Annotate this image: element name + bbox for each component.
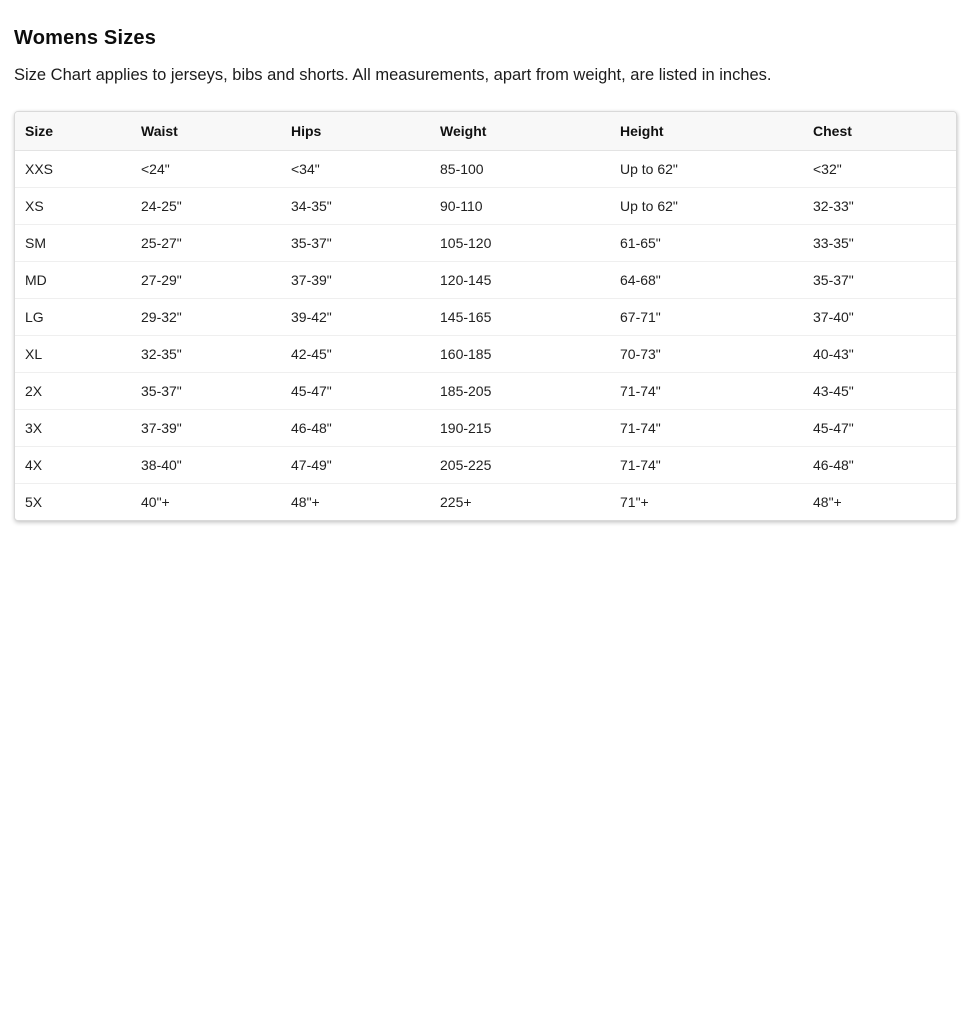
measurement-cell: 160-185 bbox=[430, 335, 610, 372]
measurement-cell: 38-40" bbox=[131, 446, 281, 483]
measurement-cell: 39-42" bbox=[281, 298, 430, 335]
measurement-cell: 29-32" bbox=[131, 298, 281, 335]
measurement-cell: 37-40" bbox=[803, 298, 957, 335]
table-row bbox=[15, 298, 957, 335]
column-header-weight: Weight bbox=[430, 112, 610, 150]
measurement-cell: 35-37" bbox=[803, 261, 957, 298]
size-label-cell: XL bbox=[15, 335, 131, 372]
measurement-cell: 45-47" bbox=[281, 372, 430, 409]
measurement-cell: 35-37" bbox=[281, 224, 430, 261]
measurement-cell: 25-27" bbox=[131, 224, 281, 261]
measurement-cell: 71"+ bbox=[610, 483, 803, 520]
size-label-cell: LG bbox=[15, 298, 131, 335]
measurement-cell: 120-145 bbox=[430, 261, 610, 298]
measurement-cell: 37-39" bbox=[281, 261, 430, 298]
measurement-cell: 43-45" bbox=[803, 372, 957, 409]
measurement-cell: 27-29" bbox=[131, 261, 281, 298]
measurement-cell: 40"+ bbox=[131, 483, 281, 520]
table-row bbox=[15, 261, 957, 298]
measurement-cell: 33-35" bbox=[803, 224, 957, 261]
measurement-cell: 70-73" bbox=[610, 335, 803, 372]
measurement-cell: 24-25" bbox=[131, 187, 281, 224]
measurement-cell: 71-74" bbox=[610, 446, 803, 483]
measurement-cell: <32" bbox=[803, 150, 957, 187]
measurement-cell: 40-43" bbox=[803, 335, 957, 372]
measurement-cell: 190-215 bbox=[430, 409, 610, 446]
size-label-cell: 2X bbox=[15, 372, 131, 409]
measurement-cell: 32-35" bbox=[131, 335, 281, 372]
size-chart-table bbox=[15, 112, 957, 520]
measurement-cell: 46-48" bbox=[803, 446, 957, 483]
measurement-cell: <34" bbox=[281, 150, 430, 187]
measurement-cell: 61-65" bbox=[610, 224, 803, 261]
measurement-cell: 34-35" bbox=[281, 187, 430, 224]
measurement-cell: 85-100 bbox=[430, 150, 610, 187]
measurement-cell: 48"+ bbox=[803, 483, 957, 520]
size-label-cell: MD bbox=[15, 261, 131, 298]
page-title: Womens Sizes bbox=[14, 27, 157, 49]
measurement-cell: 225+ bbox=[430, 483, 610, 520]
column-header-height: Height bbox=[610, 112, 803, 150]
measurement-cell: 37-39" bbox=[131, 409, 281, 446]
table-row bbox=[15, 446, 957, 483]
column-header-size: Size bbox=[15, 112, 131, 150]
measurement-cell: 46-48" bbox=[281, 409, 430, 446]
size-label-cell: 4X bbox=[15, 446, 131, 483]
measurement-cell: Up to 62" bbox=[610, 150, 803, 187]
size-chart-card bbox=[14, 111, 957, 521]
measurement-cell: <24" bbox=[131, 150, 281, 187]
measurement-cell: Up to 62" bbox=[610, 187, 803, 224]
measurement-cell: 205-225 bbox=[430, 446, 610, 483]
column-header-chest: Chest bbox=[803, 112, 957, 150]
measurement-cell: 145-165 bbox=[430, 298, 610, 335]
size-label-cell: XXS bbox=[15, 150, 131, 187]
measurement-cell: 90-110 bbox=[430, 187, 610, 224]
measurement-cell: 47-49" bbox=[281, 446, 430, 483]
measurement-cell: 45-47" bbox=[803, 409, 957, 446]
page-description: Size Chart applies to jerseys, bibs and shorts. All measurements, apart from weight, are listed in inches. bbox=[14, 66, 772, 84]
table-row bbox=[15, 372, 957, 409]
column-header-waist: Waist bbox=[131, 112, 281, 150]
size-label-cell: 5X bbox=[15, 483, 131, 520]
table-row bbox=[15, 483, 957, 520]
table-row bbox=[15, 187, 957, 224]
measurement-cell: 32-33" bbox=[803, 187, 957, 224]
table-row bbox=[15, 224, 957, 261]
measurement-cell: 105-120 bbox=[430, 224, 610, 261]
measurement-cell: 42-45" bbox=[281, 335, 430, 372]
measurement-cell: 71-74" bbox=[610, 372, 803, 409]
size-label-cell: XS bbox=[15, 187, 131, 224]
measurement-cell: 185-205 bbox=[430, 372, 610, 409]
table-body bbox=[15, 150, 957, 520]
measurement-cell: 48"+ bbox=[281, 483, 430, 520]
size-label-cell: 3X bbox=[15, 409, 131, 446]
measurement-cell: 35-37" bbox=[131, 372, 281, 409]
measurement-cell: 64-68" bbox=[610, 261, 803, 298]
measurement-cell: 71-74" bbox=[610, 409, 803, 446]
table-row bbox=[15, 409, 957, 446]
size-label-cell: SM bbox=[15, 224, 131, 261]
table-row bbox=[15, 150, 957, 187]
column-header-hips: Hips bbox=[281, 112, 430, 150]
measurement-cell: 67-71" bbox=[610, 298, 803, 335]
table-header-row bbox=[15, 112, 957, 150]
table-row bbox=[15, 335, 957, 372]
